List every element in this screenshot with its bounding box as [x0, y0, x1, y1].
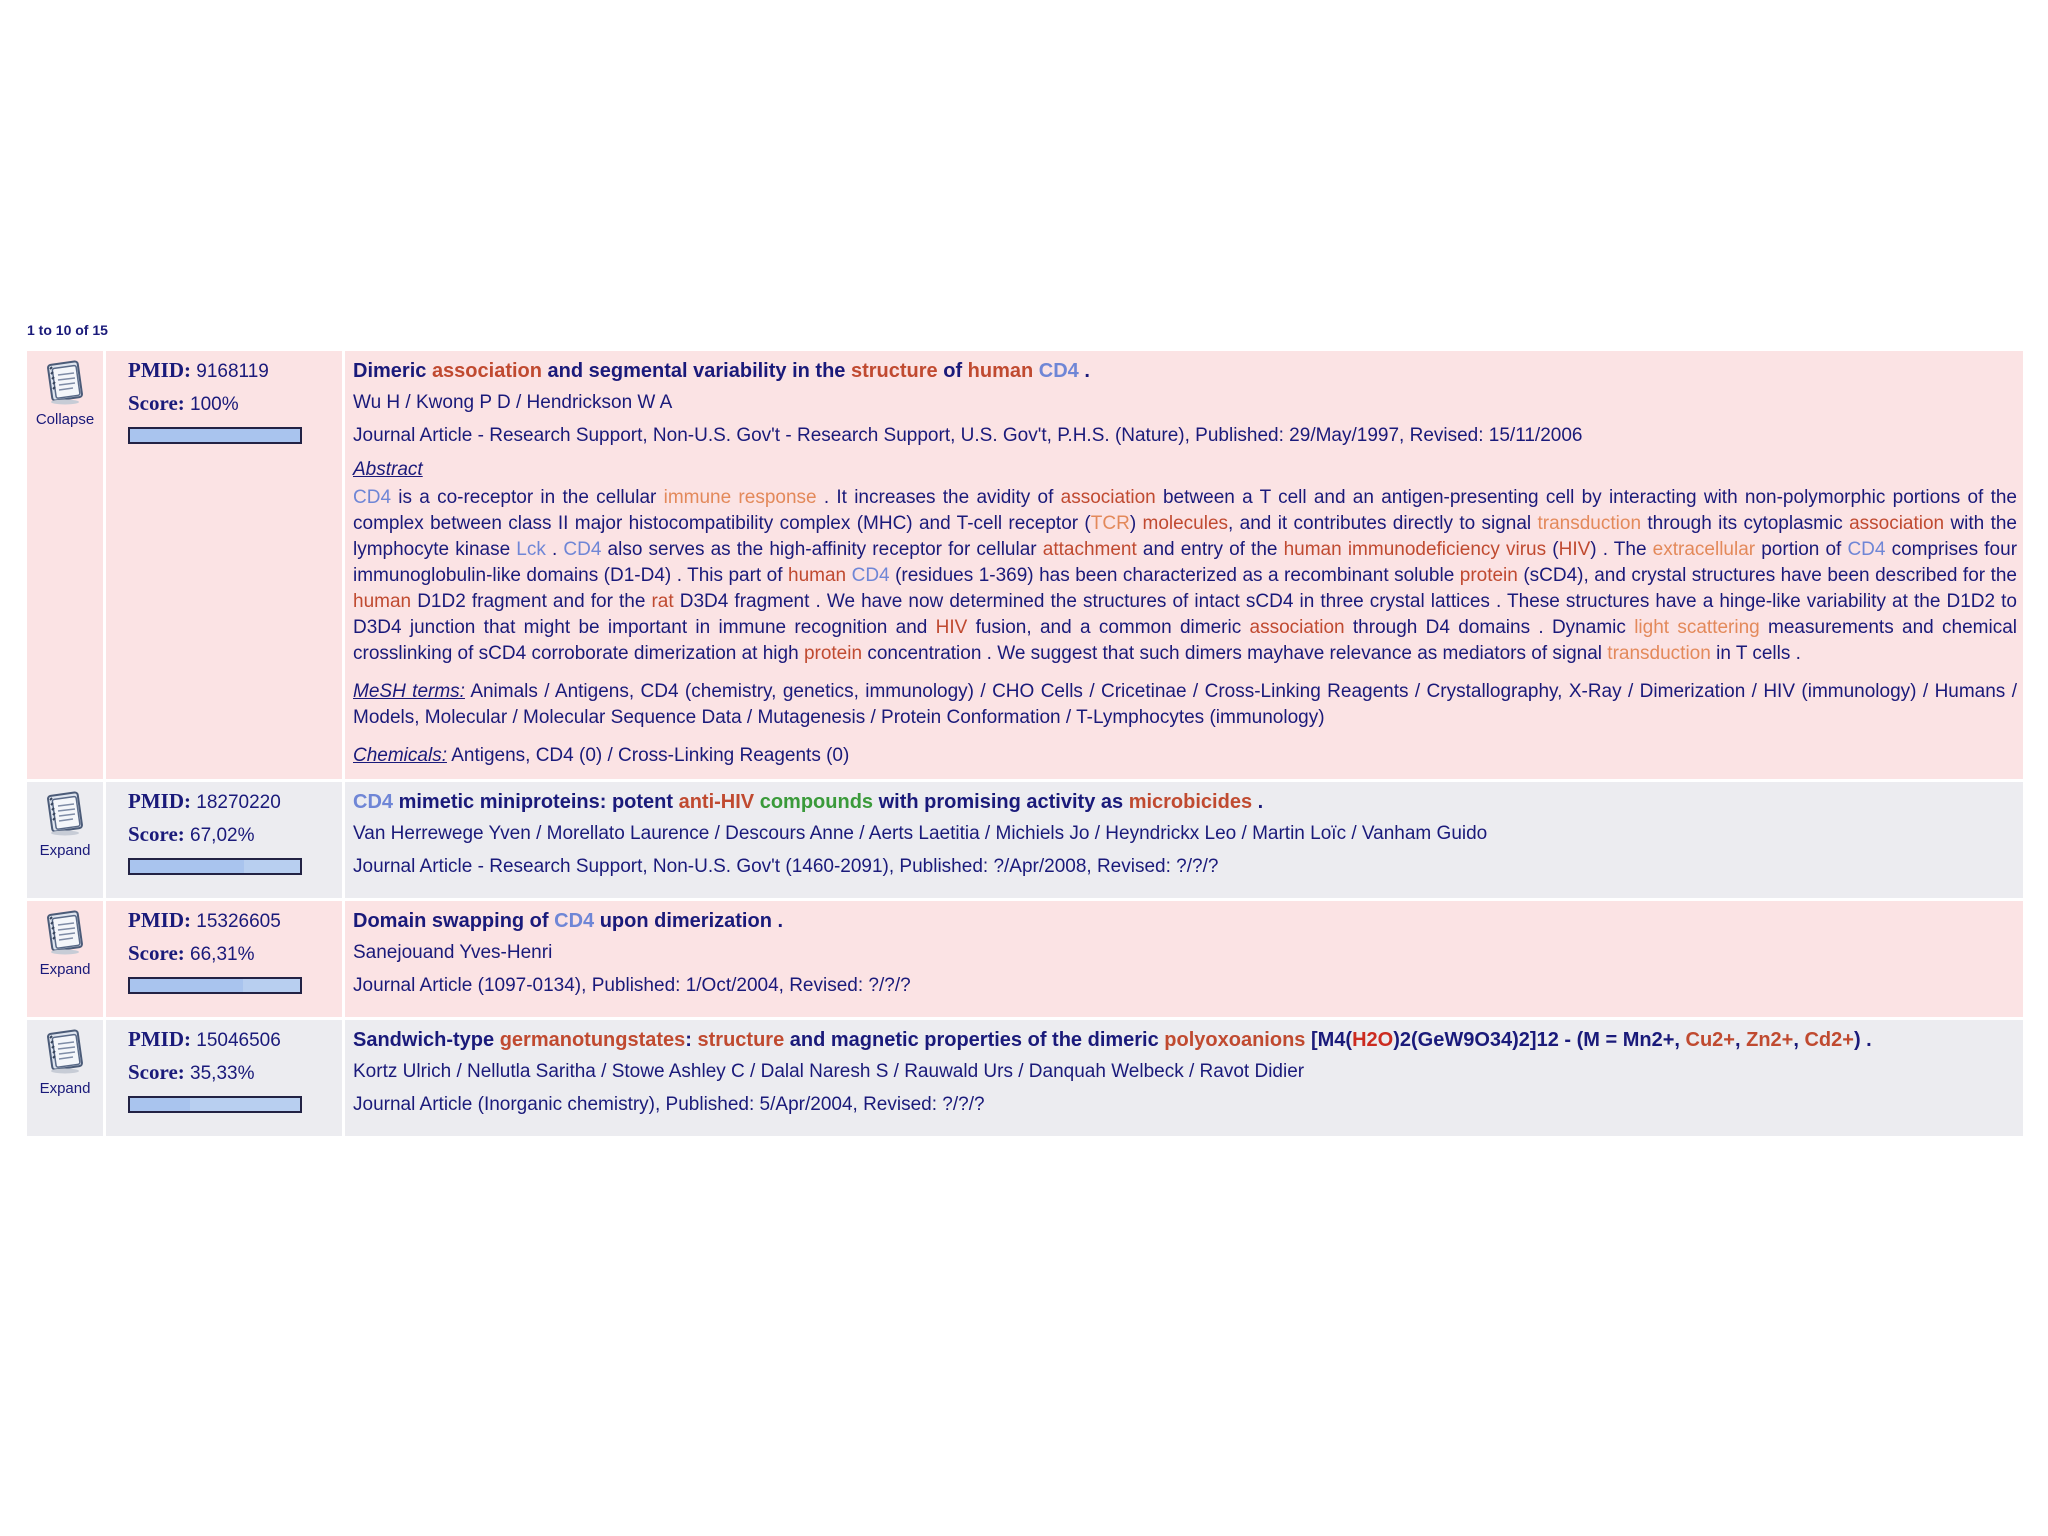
meta-cell: [106, 1020, 342, 1136]
score-bar-fill: [130, 429, 300, 442]
title-highlight-term: CD4: [1038, 360, 1079, 382]
pmid-label: PMID:: [128, 789, 191, 813]
score-line: [128, 942, 342, 975]
score-label: Score:: [128, 941, 185, 965]
toggle-cell: [27, 782, 103, 898]
abstract-highlight-term: attachment: [1042, 539, 1137, 560]
abstract-highlight-term: protein: [1459, 565, 1518, 586]
score-bar: [128, 858, 302, 875]
results-table: [24, 348, 2026, 1139]
score-bar: [128, 977, 302, 994]
pmid-value: 18270220: [196, 792, 281, 813]
meta-cell: [106, 782, 342, 898]
title-text: :: [685, 1029, 698, 1051]
abstract-highlight-term: extracellular: [1652, 539, 1756, 560]
article-publication: Journal Article (1097-0134), Published: 1/Oct/2004, Revised: ?/?/?: [353, 975, 911, 996]
article-title[interactable]: [353, 359, 2017, 383]
article-publication: Journal Article - Research Support, Non-U.S. Gov't - Research Support, U.S. Gov't, P.H.S. (Nature), Published: 29/May/1997, Revised: 15/11/2006: [353, 425, 1583, 446]
pmid-value: 9168119: [196, 361, 269, 382]
score-line: [128, 392, 342, 425]
title-highlight-term: association: [431, 360, 542, 382]
article-title[interactable]: [353, 790, 2017, 814]
title-highlight-term: Cd2+: [1804, 1029, 1854, 1051]
collapse-button[interactable]: [27, 351, 103, 428]
abstract-text: concentration . We suggest that such dimers mayhave relevance as mediators of signal: [862, 643, 1608, 664]
title-text: Dimeric: [353, 360, 432, 382]
article-cell: [345, 1020, 2023, 1136]
abstract-highlight-term: human: [788, 565, 847, 586]
score-value: 35,33%: [190, 1063, 255, 1084]
abstract-highlight-term: Lck: [516, 539, 546, 560]
expand-button[interactable]: [27, 1020, 103, 1097]
score-label: Score:: [128, 391, 185, 415]
abstract-highlight-term: HIV: [935, 617, 968, 638]
score-value: 66,31%: [190, 944, 255, 965]
title-text: .: [1078, 360, 1090, 382]
abstract-highlight-term: light scattering: [1634, 617, 1760, 638]
notebook-icon[interactable]: [40, 907, 90, 957]
abstract-text: comprises four immunoglobulin-like domains (D1-D4) . This part of: [353, 539, 2018, 586]
abstract-text: portion of: [1755, 539, 1848, 560]
title-text: .: [1252, 791, 1264, 813]
article-authors: Kortz Ulrich / Nellutla Saritha / Stowe Ashley C / Dalal Naresh S / Rauwald Urs / Danquah Welbeck / Ravot Didier: [353, 1061, 1305, 1082]
title-highlight-term: polyoxoanions: [1164, 1029, 1306, 1051]
toggle-label[interactable]: Expand: [39, 961, 91, 978]
score-label: Score:: [128, 1060, 185, 1084]
abstract-text: ): [1129, 513, 1143, 534]
chemicals: [353, 743, 2017, 769]
article-authors: Van Herrewege Yven / Morellato Laurence / Descours Anne / Aerts Laetitia / Michiels Jo / Heyndrickx Leo / Martin Loïc / Vanham Guido: [353, 823, 1488, 844]
abstract-text: with the lymphocyte kinase: [353, 513, 2017, 560]
abstract-text: is a co-receptor in the cellular: [391, 487, 664, 508]
notebook-icon[interactable]: [40, 788, 90, 838]
article-cell: [345, 782, 2023, 898]
title-highlight-term: anti-HIV: [678, 791, 755, 813]
abstract-text: (: [1546, 539, 1559, 560]
title-text: Domain swapping of: [353, 910, 555, 932]
pmid-label: PMID:: [128, 908, 191, 932]
toggle-label[interactable]: Collapse: [35, 411, 95, 428]
title-highlight-term: germanotungstates: [499, 1029, 686, 1051]
toggle-label[interactable]: Expand: [39, 842, 91, 859]
notebook-icon[interactable]: [40, 357, 90, 407]
title-text: mimetic miniproteins: potent: [393, 791, 679, 813]
abstract-highlight-term: association: [1060, 487, 1156, 508]
title-text: and magnetic properties of the dimeric: [784, 1029, 1165, 1051]
abstract-text: D1D2 fragment and for the: [411, 591, 652, 612]
result-row: [27, 351, 2023, 779]
title-text: Sandwich-type: [353, 1029, 500, 1051]
article-publication: Journal Article - Research Support, Non-U.S. Gov't (1460-2091), Published: ?/Apr/2008, Revised: ?/?/?: [353, 856, 1219, 877]
title-text: ) .: [1853, 1029, 1872, 1051]
toggle-cell: [27, 901, 103, 1017]
score-bar-fill: [130, 1098, 190, 1111]
result-row: [27, 901, 2023, 1017]
abstract-text: fusion, and a common dimeric: [967, 617, 1250, 638]
results-page: [27, 322, 2023, 1139]
title-highlight-term: structure: [850, 360, 938, 382]
title-text: and segmental variability in the: [541, 360, 851, 382]
abstract-highlight-term: HIV: [1558, 539, 1591, 560]
pmid-value: 15046506: [196, 1030, 281, 1051]
score-line: [128, 823, 342, 856]
abstract-highlight-term: CD4: [353, 487, 392, 508]
pmid-value: 15326605: [196, 911, 281, 932]
abstract-text: . It increases the avidity of: [816, 487, 1061, 508]
title-highlight-term: structure: [697, 1029, 785, 1051]
notebook-icon[interactable]: [40, 1026, 90, 1076]
score-value: 67,02%: [190, 825, 255, 846]
abstract-highlight-term: molecules: [1142, 513, 1229, 534]
score-bar-fill: [130, 979, 243, 992]
score-bar: [128, 1096, 302, 1113]
score-value: 100%: [190, 394, 239, 415]
title-text: of: [937, 360, 968, 382]
abstract-text: ) . The: [1590, 539, 1653, 560]
pmid-line: [128, 909, 342, 942]
expand-button[interactable]: [27, 901, 103, 978]
abstract-highlight-term: CD4: [1847, 539, 1886, 560]
title-highlight-term: compounds: [759, 791, 874, 813]
expand-button[interactable]: [27, 782, 103, 859]
title-text: upon dimerization .: [594, 910, 784, 932]
pmid-label: PMID:: [128, 358, 191, 382]
meta-cell: [106, 901, 342, 1017]
title-highlight-term: CD4: [353, 791, 394, 813]
abstract-text: .: [545, 539, 564, 560]
article-title[interactable]: [353, 909, 2017, 933]
mesh-value: Animals / Antigens, CD4 (chemistry, genetics, immunology) / CHO Cells / Cricetinae / Cross-Linking Reagents / Crystallography, X-Ray / Dimerization / HIV (immunology) / Humans / Models, Molecular / Molecular Sequence Data / Mutagenesis / Protein Conformation / T-Lymphocytes (immunology): [353, 681, 2017, 728]
article-authors: Wu H / Kwong P D / Hendrickson W A: [353, 392, 673, 413]
abstract-highlight-term: human: [353, 591, 412, 612]
abstract-text: D3D4 fragment . We have now determined the structures of intact sCD4 in three crystal lattices . These structures have a hinge-like variability at the D1D2 to D3D4 junction that might be important in immune recognition and: [353, 591, 2017, 638]
abstract-highlight-term: rat: [651, 591, 674, 612]
abstract-heading: Abstract: [353, 459, 423, 480]
pmid-line: [128, 790, 342, 823]
score-line: [128, 1061, 342, 1094]
article-publication: Journal Article (Inorganic chemistry), Published: 5/Apr/2004, Revised: ?/?/?: [353, 1094, 985, 1115]
score-label: Score:: [128, 822, 185, 846]
title-highlight-term: microbicides: [1128, 791, 1253, 813]
title-highlight-term: H2O: [1352, 1029, 1394, 1051]
toggle-cell: [27, 1020, 103, 1136]
toggle-label[interactable]: Expand: [39, 1080, 91, 1097]
abstract-highlight-term: protein: [803, 643, 863, 664]
article-cell: [345, 901, 2023, 1017]
abstract-text: also serves as the high-affinity receptor for cellular: [601, 539, 1043, 560]
title-highlight-term: CD4: [554, 910, 595, 932]
pmid-line: [128, 1028, 342, 1061]
title-text: ,: [1793, 1029, 1805, 1051]
pagination-label: 1 to 10 of 15: [27, 322, 108, 338]
toggle-cell: [27, 351, 103, 779]
abstract-highlight-term: CD4: [851, 565, 890, 586]
abstract-text: through D4 domains . Dynamic: [1344, 617, 1635, 638]
abstract-highlight-term: association: [1849, 513, 1945, 534]
abstract-text: (sCD4), and crystal structures have been described for the: [1517, 565, 2017, 586]
abstract-text: measurements and chemical crosslinking of sCD4 corroborate dimerization at high: [353, 617, 2017, 664]
abstract-highlight-term: transduction: [1537, 513, 1642, 534]
result-row: [27, 782, 2023, 898]
abstract-highlight-term: human immunodeficiency virus: [1283, 539, 1547, 560]
article-authors: Sanejouand Yves-Henri: [353, 942, 553, 963]
title-text: [M4(: [1305, 1029, 1353, 1051]
abstract-text: and entry of the: [1136, 539, 1284, 560]
abstract-highlight-term: TCR: [1090, 513, 1130, 534]
title-highlight-term: Cu2+: [1685, 1029, 1735, 1051]
abstract-text: (residues 1-369) has been characterized as a recombinant soluble: [889, 565, 1460, 586]
chemicals-value: Antigens, CD4 (0) / Cross-Linking Reagents (0): [446, 745, 850, 766]
title-highlight-term: human: [967, 360, 1034, 382]
article-title[interactable]: [353, 1028, 2017, 1052]
pmid-line: [128, 359, 342, 392]
abstract-highlight-term: association: [1249, 617, 1345, 638]
pmid-label: PMID:: [128, 1027, 191, 1051]
meta-cell: [106, 351, 342, 779]
chemicals-label[interactable]: Chemicals:: [353, 745, 447, 766]
title-text: )2(GeW9O34)2]12 - (M = Mn2+,: [1393, 1029, 1686, 1051]
abstract-text: in T cells .: [1710, 643, 1801, 664]
result-row: [27, 1020, 2023, 1136]
abstract-highlight-term: CD4: [563, 539, 602, 560]
title-text: ,: [1734, 1029, 1747, 1051]
mesh-terms: [353, 679, 2017, 731]
abstract-text: through its cytoplasmic: [1641, 513, 1850, 534]
score-bar: [128, 427, 302, 444]
mesh-label[interactable]: MeSH terms:: [353, 681, 465, 702]
score-bar-fill: [130, 860, 244, 873]
title-text: with promising activity as: [873, 791, 1129, 813]
abstract-text: , and it contributes directly to signal: [1228, 513, 1538, 534]
abstract-text: [353, 485, 2017, 667]
abstract-highlight-term: transduction: [1607, 643, 1711, 664]
title-highlight-term: Zn2+: [1746, 1029, 1794, 1051]
article-cell: [345, 351, 2023, 779]
abstract-highlight-term: immune response: [663, 487, 817, 508]
abstract-text: between a T cell and an antigen-presenting cell by interacting with non-polymorphic portions of the complex between class II major histocompatibility complex (MHC) and T-cell receptor (: [353, 487, 2017, 534]
